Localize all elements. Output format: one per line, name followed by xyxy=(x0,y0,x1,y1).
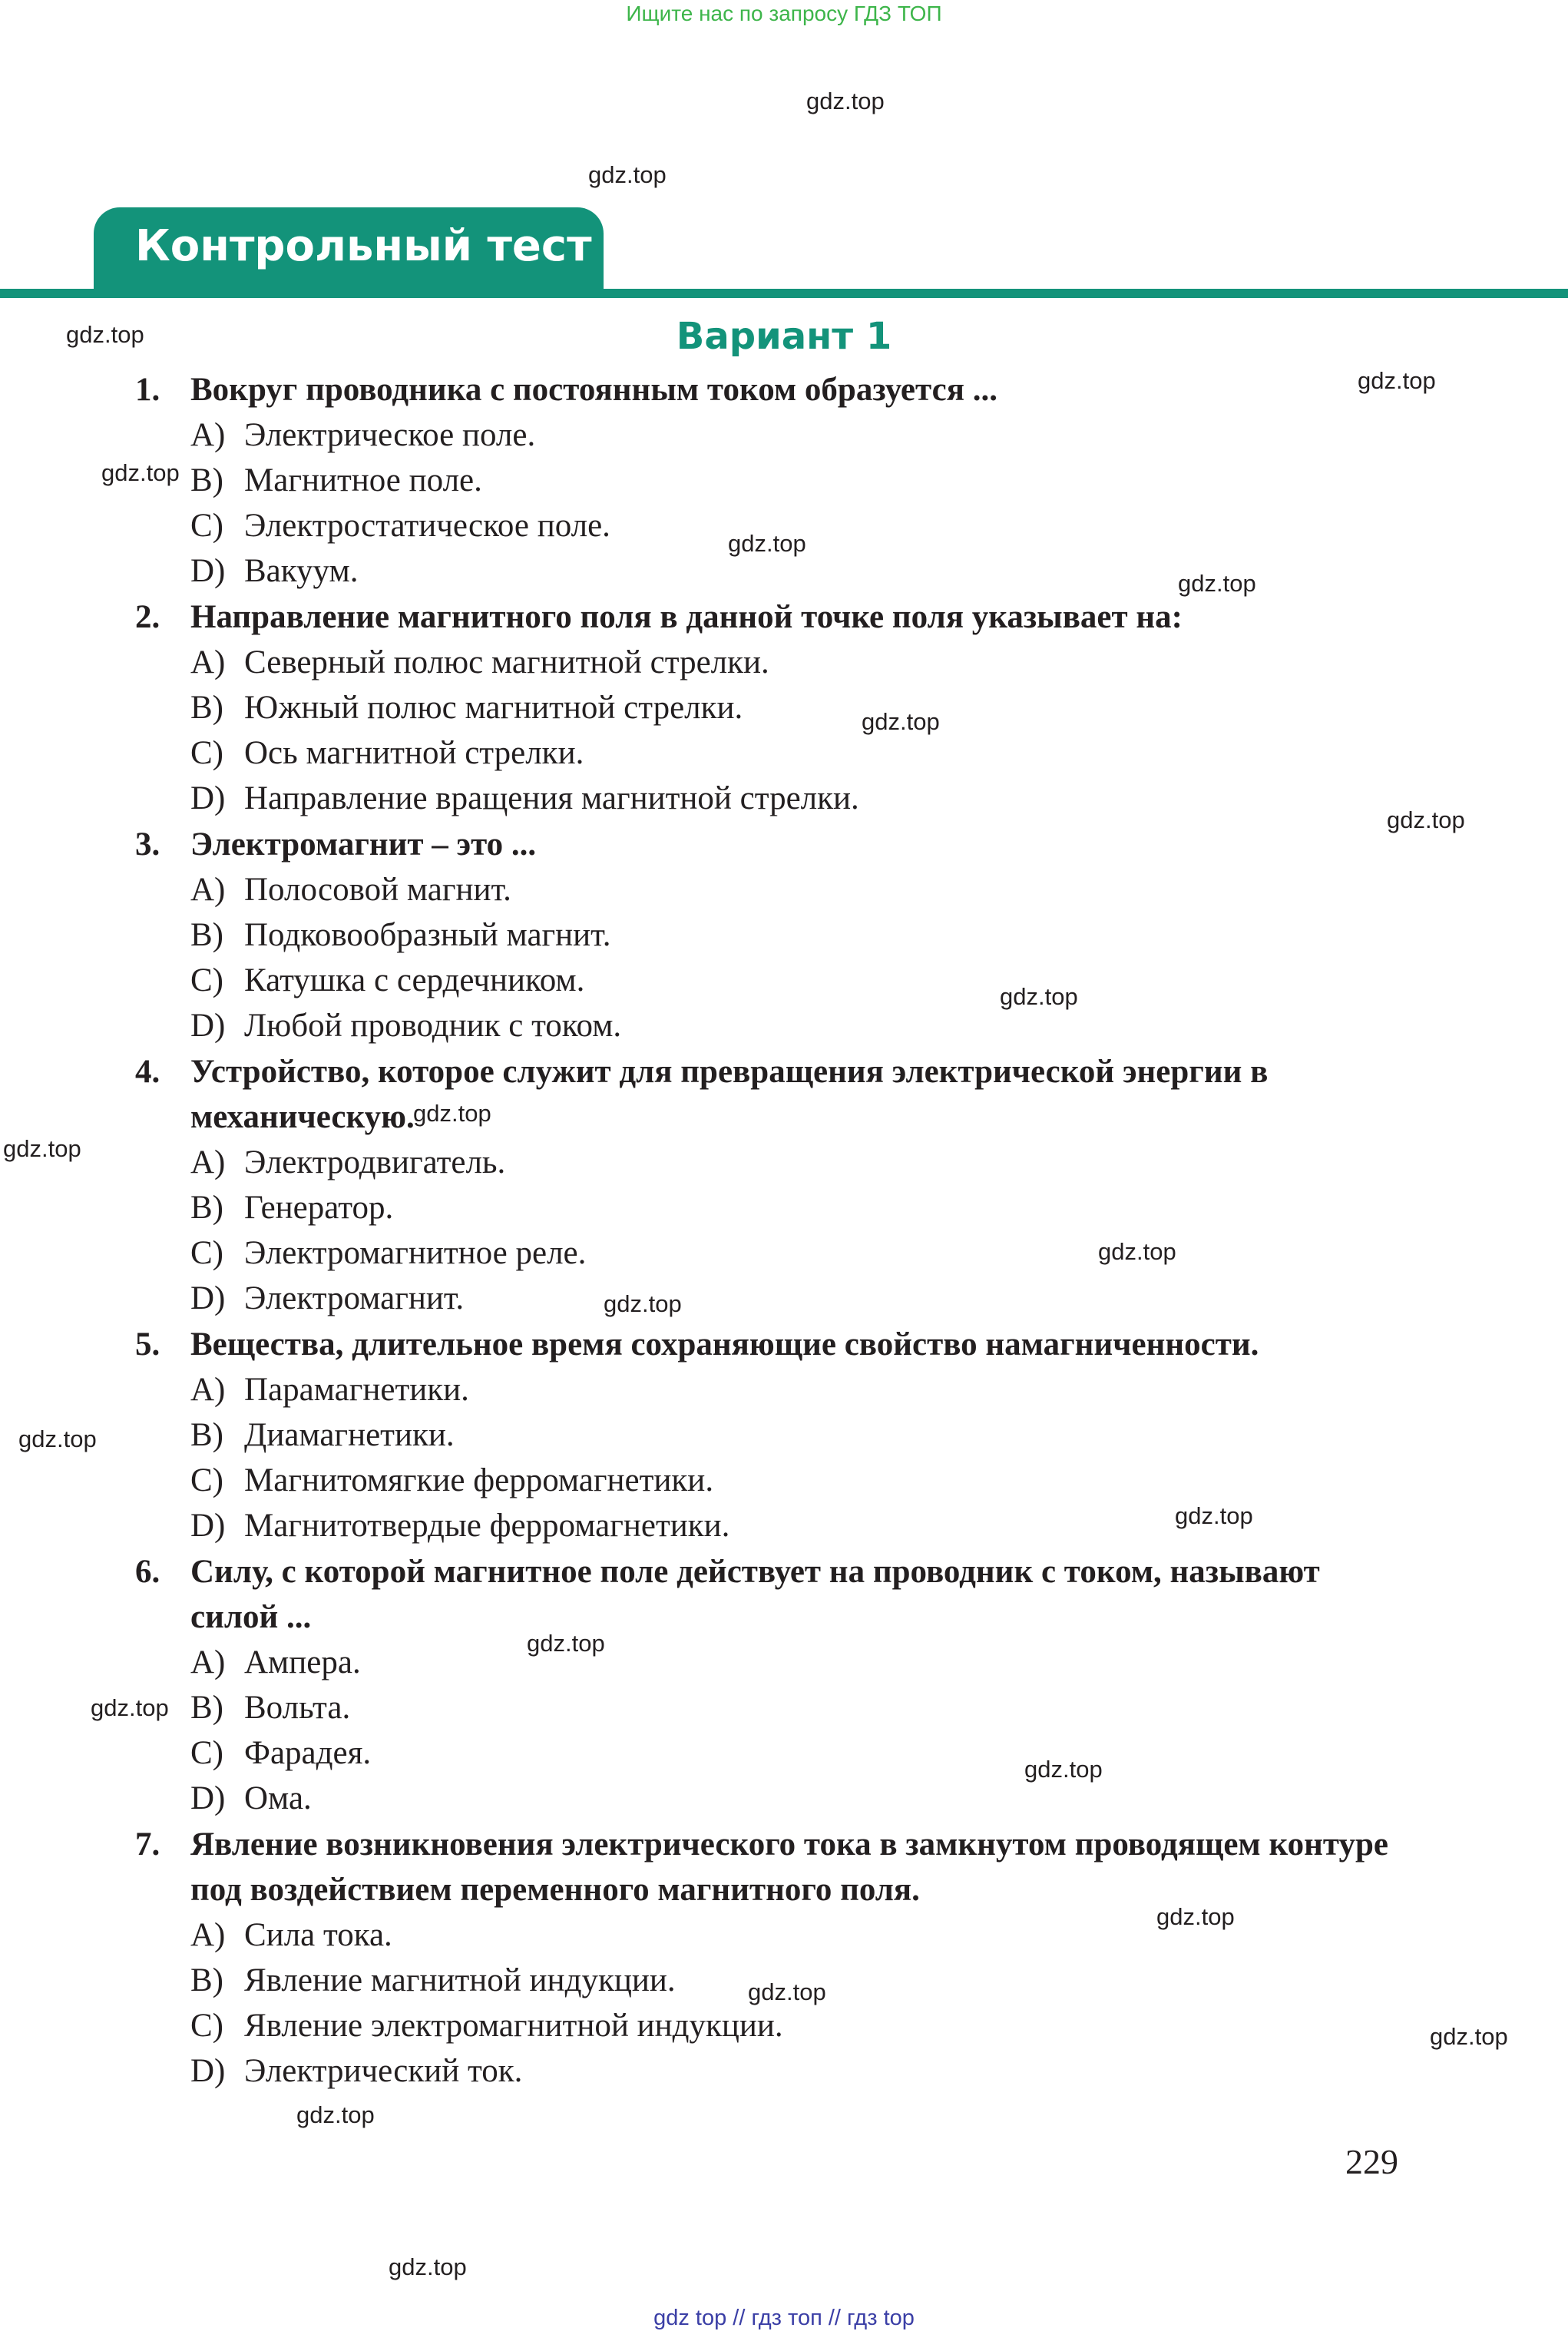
option-letter: A) xyxy=(190,417,226,453)
page-number: 229 xyxy=(1345,2142,1398,2181)
option-letter: C) xyxy=(190,1462,223,1498)
option-letter: D) xyxy=(190,780,226,816)
answer-option xyxy=(135,1412,1410,1458)
option-text: Вакуум. xyxy=(244,553,359,589)
option-letter: A) xyxy=(190,1372,226,1408)
option-text: Ось магнитной стрелки. xyxy=(244,735,584,771)
answer-option xyxy=(135,1276,1410,1321)
watermark: gdz.top xyxy=(862,708,940,735)
answer-option xyxy=(135,1458,1410,1503)
watermark: gdz.top xyxy=(389,2253,467,2280)
option-letter: A) xyxy=(190,1917,226,1953)
answer-option xyxy=(135,1140,1410,1185)
question-number: 3. xyxy=(135,826,160,863)
question-text: Силу, с которой магнитное поле действует на проводник с током, называют силой ... xyxy=(190,1554,1320,1635)
question-number: 1. xyxy=(135,372,160,408)
watermark: gdz.top xyxy=(18,1425,97,1452)
option-text: Магнитное поле. xyxy=(244,462,482,498)
option-text: Магнитомягкие ферромагнетики. xyxy=(244,1462,714,1498)
answer-option xyxy=(135,1185,1410,1230)
question-heading xyxy=(135,1322,1410,1367)
option-letter: A) xyxy=(190,872,226,908)
question-heading xyxy=(135,594,1410,640)
watermark: gdz.top xyxy=(588,161,667,188)
section-title: Контрольный тест xyxy=(135,221,592,271)
option-letter: D) xyxy=(190,2053,226,2089)
question-heading xyxy=(135,1049,1410,1140)
footer-links: gdz top // гдз топ // гдз top xyxy=(653,2306,915,2330)
question-3 xyxy=(135,822,1410,1048)
question-number: 6. xyxy=(135,1554,160,1590)
option-letter: C) xyxy=(190,962,223,998)
option-text: Электродвигатель. xyxy=(244,1144,506,1180)
watermark: gdz.top xyxy=(1387,806,1465,833)
option-letter: C) xyxy=(190,2008,223,2044)
option-text: Электростатическое поле. xyxy=(244,508,610,544)
watermark: gdz.top xyxy=(806,88,885,114)
watermark: gdz.top xyxy=(728,530,806,557)
answer-option xyxy=(135,730,1410,776)
watermark: gdz.top xyxy=(1000,983,1078,1010)
option-letter: D) xyxy=(190,1508,226,1544)
question-heading xyxy=(135,822,1410,867)
question-text: Направление магнитного поля в данной точке поля указывает на: xyxy=(190,599,1183,635)
answer-option xyxy=(135,412,1410,458)
option-text: Ампера. xyxy=(244,1644,361,1680)
option-letter: B) xyxy=(190,917,223,953)
option-text: Электромагнит. xyxy=(244,1280,465,1316)
option-text: Направление вращения магнитной стрелки. xyxy=(244,780,859,816)
option-letter: A) xyxy=(190,644,226,680)
watermark: gdz.top xyxy=(748,1978,826,2005)
option-text: Вольта. xyxy=(244,1690,351,1726)
option-text: Парамагнетики. xyxy=(244,1372,469,1408)
watermark: gdz.top xyxy=(1178,570,1256,597)
answer-option xyxy=(135,912,1410,958)
question-text: Устройство, которое служит для превращения электрической энергии в механическую. xyxy=(190,1054,1269,1135)
option-letter: D) xyxy=(190,1280,226,1316)
option-text: Полосовой магнит. xyxy=(244,872,511,908)
watermark: gdz.top xyxy=(1024,1756,1103,1783)
option-letter: B) xyxy=(190,1190,223,1226)
question-7 xyxy=(135,1822,1410,2094)
option-letter: B) xyxy=(190,690,223,726)
question-number: 5. xyxy=(135,1326,160,1363)
option-text: Южный полюс магнитной стрелки. xyxy=(244,690,743,726)
question-number: 2. xyxy=(135,599,160,635)
watermark: gdz.top xyxy=(1156,1903,1235,1930)
question-heading xyxy=(135,1822,1410,1912)
section-title-tab xyxy=(94,207,604,292)
answer-option xyxy=(135,867,1410,912)
option-letter: C) xyxy=(190,735,223,771)
question-1 xyxy=(135,367,1410,594)
option-letter: D) xyxy=(190,1780,226,1816)
option-text: Генератор. xyxy=(244,1190,394,1226)
watermark: gdz.top xyxy=(1098,1238,1176,1265)
answer-option xyxy=(135,685,1410,730)
option-text: Явление электромагнитной индукции. xyxy=(244,2008,783,2044)
option-text: Явление магнитной индукции. xyxy=(244,1962,676,1998)
option-letter: A) xyxy=(190,1144,226,1180)
option-letter: C) xyxy=(190,1735,223,1771)
option-letter: D) xyxy=(190,1008,226,1044)
watermark: gdz.top xyxy=(413,1100,491,1127)
watermark: gdz.top xyxy=(1430,2023,1508,2050)
answer-option xyxy=(135,640,1410,685)
option-text: Диамагнетики. xyxy=(244,1417,455,1453)
watermark: gdz.top xyxy=(296,2101,375,2128)
option-letter: C) xyxy=(190,1235,223,1271)
question-text: Вещества, длительное время сохраняющие свойство намагниченности. xyxy=(190,1326,1259,1363)
option-text: Катушка с сердечником. xyxy=(244,962,585,998)
answer-option xyxy=(135,1685,1410,1730)
watermark: gdz.top xyxy=(1358,367,1436,394)
option-letter: B) xyxy=(190,462,223,498)
option-text: Электрическое поле. xyxy=(244,417,536,453)
option-letter: D) xyxy=(190,553,226,589)
question-2 xyxy=(135,594,1410,821)
answer-option xyxy=(135,1367,1410,1412)
question-number: 7. xyxy=(135,1826,160,1863)
answer-option xyxy=(135,458,1410,503)
title-rule xyxy=(0,289,1568,298)
watermark: gdz.top xyxy=(91,1694,169,1721)
option-letter: A) xyxy=(190,1644,226,1680)
option-text: Ома. xyxy=(244,1780,312,1816)
top-banner: Ищите нас по запросу ГДЗ ТОП xyxy=(626,2,942,25)
watermark: gdz.top xyxy=(604,1290,682,1317)
question-text: Электромагнит – это ... xyxy=(190,826,537,863)
question-4 xyxy=(135,1049,1410,1321)
option-text: Электрический ток. xyxy=(244,2053,523,2089)
watermark: gdz.top xyxy=(66,321,144,348)
option-text: Сила тока. xyxy=(244,1917,392,1953)
watermark: gdz.top xyxy=(527,1630,605,1657)
option-letter: B) xyxy=(190,1962,223,1998)
variant-title: Вариант 1 xyxy=(676,315,892,358)
watermark: gdz.top xyxy=(3,1135,81,1162)
answer-option xyxy=(135,776,1410,821)
question-6 xyxy=(135,1549,1410,1821)
question-text: Явление возникновения электрического тока в замкнутом проводящем контуре под воздействием переменного магнитного поля. xyxy=(190,1826,1388,1908)
answer-option xyxy=(135,1230,1410,1276)
option-text: Фарадея. xyxy=(244,1735,372,1771)
watermark: gdz.top xyxy=(101,459,180,486)
option-letter: C) xyxy=(190,508,223,544)
question-heading xyxy=(135,367,1410,412)
option-text: Северный полюс магнитной стрелки. xyxy=(244,644,769,680)
answer-option xyxy=(135,1003,1410,1048)
answer-option xyxy=(135,1730,1410,1776)
option-letter: B) xyxy=(190,1417,223,1453)
watermark: gdz.top xyxy=(1175,1502,1253,1529)
answer-option xyxy=(135,1640,1410,1685)
answer-option xyxy=(135,2003,1410,2048)
option-text: Электромагнитное реле. xyxy=(244,1235,587,1271)
answer-option xyxy=(135,958,1410,1003)
answer-option xyxy=(135,2048,1410,2094)
question-text: Вокруг проводника с постоянным током образуется ... xyxy=(190,372,997,408)
option-text: Любой проводник с током. xyxy=(244,1008,622,1044)
option-text: Подковообразный магнит. xyxy=(244,917,611,953)
option-letter: B) xyxy=(190,1690,223,1726)
question-heading xyxy=(135,1549,1410,1640)
question-number: 4. xyxy=(135,1054,160,1090)
answer-option xyxy=(135,1776,1410,1821)
option-text: Магнитотвердые ферромагнетики. xyxy=(244,1508,730,1544)
